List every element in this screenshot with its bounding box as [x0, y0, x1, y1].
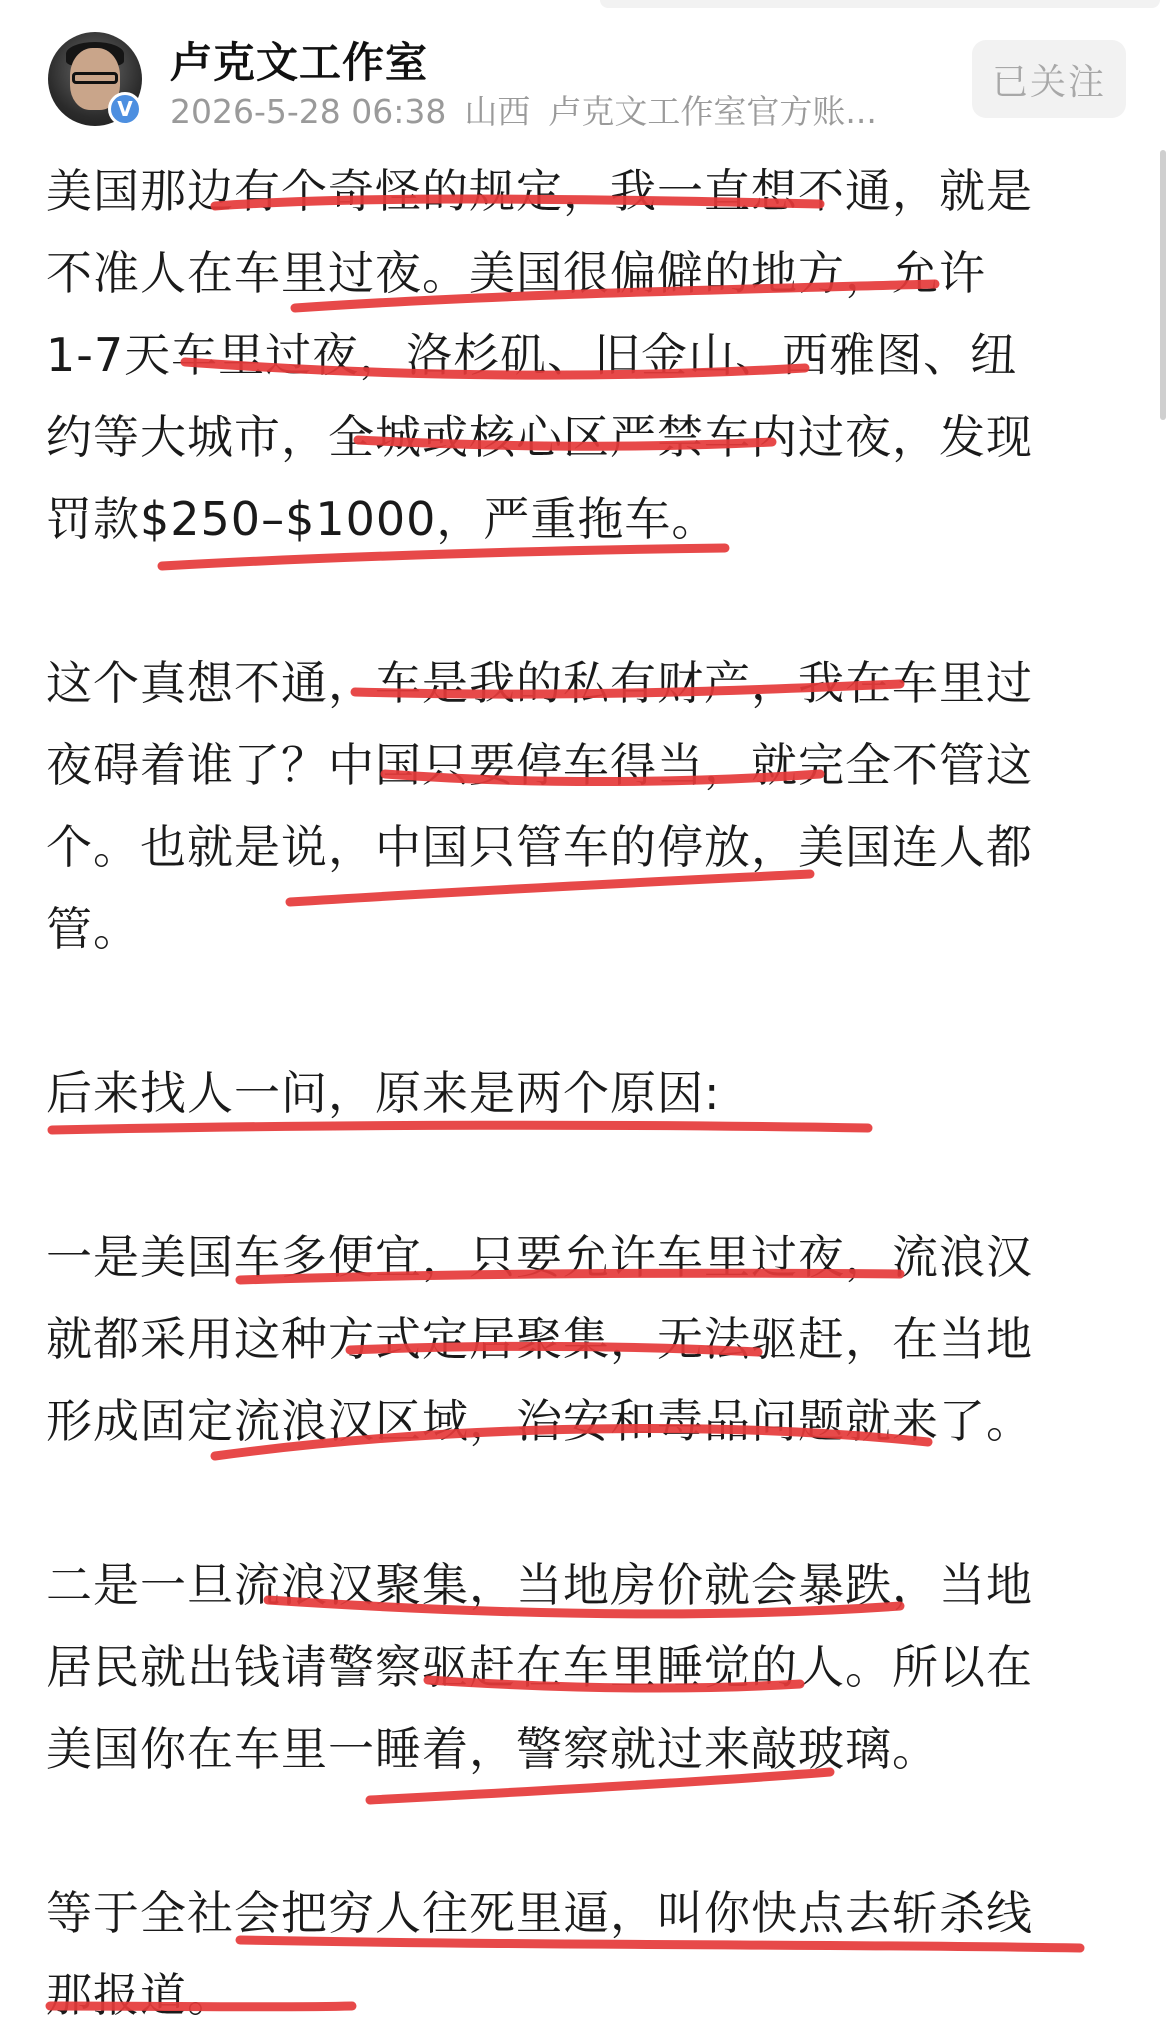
- verified-icon: V: [108, 92, 142, 126]
- scrollbar[interactable]: [1160, 150, 1166, 420]
- paragraph-3: 后来找人一问，原来是两个原因:: [46, 1066, 721, 1120]
- post-header: [0, 0, 1170, 150]
- paragraph-2: 这个真想不通，车是我的私有财产，我在车里过 夜碍着谁了？中国只要停车得当，就完全不管这 个。也就是说，中国只管车的停放，美国连人都 管。: [46, 656, 1033, 956]
- avatar-glasses: [72, 72, 118, 84]
- account-description: 卢克文工作室官方账...: [548, 92, 877, 131]
- author-name[interactable]: 卢克文工作室: [170, 38, 429, 87]
- paragraph-5: 二是一旦流浪汉聚集，当地房价就会暴跌，当地 居民就出钱请警察驱赶在车里睡觉的人。所以在 美国你在车里一睡着，警察就过来敲玻璃。: [46, 1558, 1033, 1776]
- paragraph-4: 一是美国车多便宜，只要允许车里过夜，流浪汉 就都采用这种方式定居聚集，无法驱赶，在当地 形成固定流浪汉区域，治安和毒品问题就来了。: [46, 1230, 1033, 1448]
- post-location: 山西: [464, 92, 531, 131]
- paragraph-6: 等于全社会把穷人往死里逼，叫你快点去斩杀线 那报道。: [46, 1886, 1033, 2022]
- article-body: [46, 150, 1136, 2036]
- post-date: 2026-5-28 06:38: [170, 92, 447, 131]
- paragraph-1: 美国那边有个奇怪的规定，我一直想不通，就是 不准人在车里过夜。美国很偏僻的地方，允许 1-7天车里过夜，洛杉矶、旧金山、西雅图、纽 约等大城市，全城或核心区严禁车内过夜，发现 罚款$250–$1000，严重拖车。: [46, 164, 1033, 546]
- post-meta: [170, 86, 895, 133]
- follow-button[interactable]: 已关注: [972, 40, 1126, 118]
